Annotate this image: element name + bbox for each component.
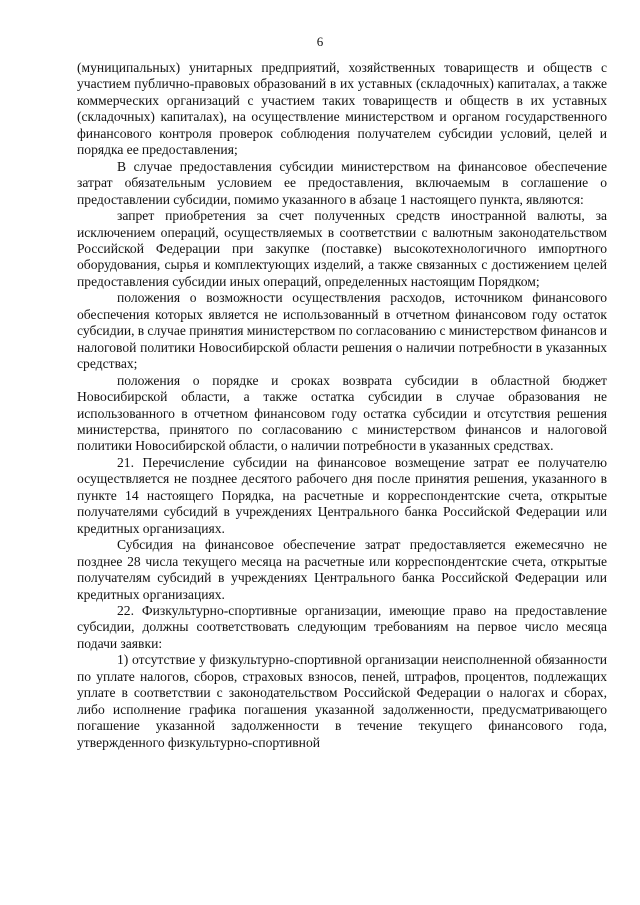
page-number: 6 (316, 34, 324, 49)
document-body (77, 60, 607, 751)
paragraph-continuation: (муниципальных) унитарных предприятий, хозяйственных товариществ и обществ с участием публично-правовых образований в их уставных (складочных) капиталах, а также коммерческих организаций с участием таких товариществ и обществ в их уставных (складочных) капиталах), на осуществление министерством и органом государственного финансового контроля проверок соблюдения получателем субсидии условий, целей и порядка ее предоставления; (77, 60, 607, 158)
paragraph-monthly-subsidy: Субсидия на финансовое обеспечение затрат предоставляется ежемесячно не позднее 28 числа текущего месяца на расчетные или корреспондентские счета, открытые получателям субсидий в учреждениях Центрального банка Российской Федерации или кредитных организациях. (77, 537, 607, 602)
paragraph-item-21: 21. Перечисление субсидии на финансовое возмещение затрат ее получателю осуществляется не позднее десятого рабочего дня после принятия решения, указанного в пункте 14 настоящего Порядка, на расчетные и корреспондентские счета, открытые получателями субсидий в учреждениях Центрального банка Российской Федерации или кредитных организациях. (77, 454, 607, 536)
paragraph-item-22: 22. Физкультурно-спортивные организации, имеющие право на предоставление субсидии, должны соответствовать следующим требованиям на первое число месяца подачи заявки: (77, 602, 607, 651)
paragraph-expense-possibility: положения о возможности осуществления расходов, источником финансового обеспечения которых является не использованный в отчетном финансовом году остаток субсидии, в случае принятия министерством по согласованию с министерством финансов и налоговой политики Новосибирской области решения о наличии потребности в указанных средствах; (77, 290, 607, 372)
paragraph-currency-ban: запрет приобретения за счет полученных средств иностранной валюты, за исключением операций, осуществляемых в соответствии с валютным законодательством Российской Федерации при закупке (поставке) высокотехнологичного импортного оборудования, сырья и комплектующих изделий, а также связанных с достижением целей предоставления субсидии иных операций, определенных настоящим Порядком; (77, 208, 607, 289)
paragraph-return-order: положения о порядке и сроках возврата субсидии в областной бюджет Новосибирской области, а также остатка субсидии в случае образования не использованного в отчетном финансовом году остатка субсидии и отсутствия решения министерства, принятого по согласованию с министерством финансов и налоговой политики Новосибирской области, о наличии потребности в указанных средствах. (77, 372, 607, 454)
paragraph-conditions-intro: В случае предоставления субсидии министерством на финансовое обеспечение затрат обязательным условием ее предоставления, включаемым в соглашение о предоставлении субсидии, помимо указанного в абзаце 1 настоящего пункта, являются: (77, 158, 607, 207)
paragraph-requirement-1: 1) отсутствие у физкультурно-спортивной организации неисполненной обязанности по уплате налогов, сборов, страховых взносов, пеней, штрафов, процентов, подлежащих уплате в соответствии с законодательством Российской Федерации о налогах и сборах, либо исполнение графика погашения указанной задолженности, предусматривающего погашение указанной задолженности в течение текущего финансового года, утвержденного физкультурно-спортивной (77, 652, 607, 750)
